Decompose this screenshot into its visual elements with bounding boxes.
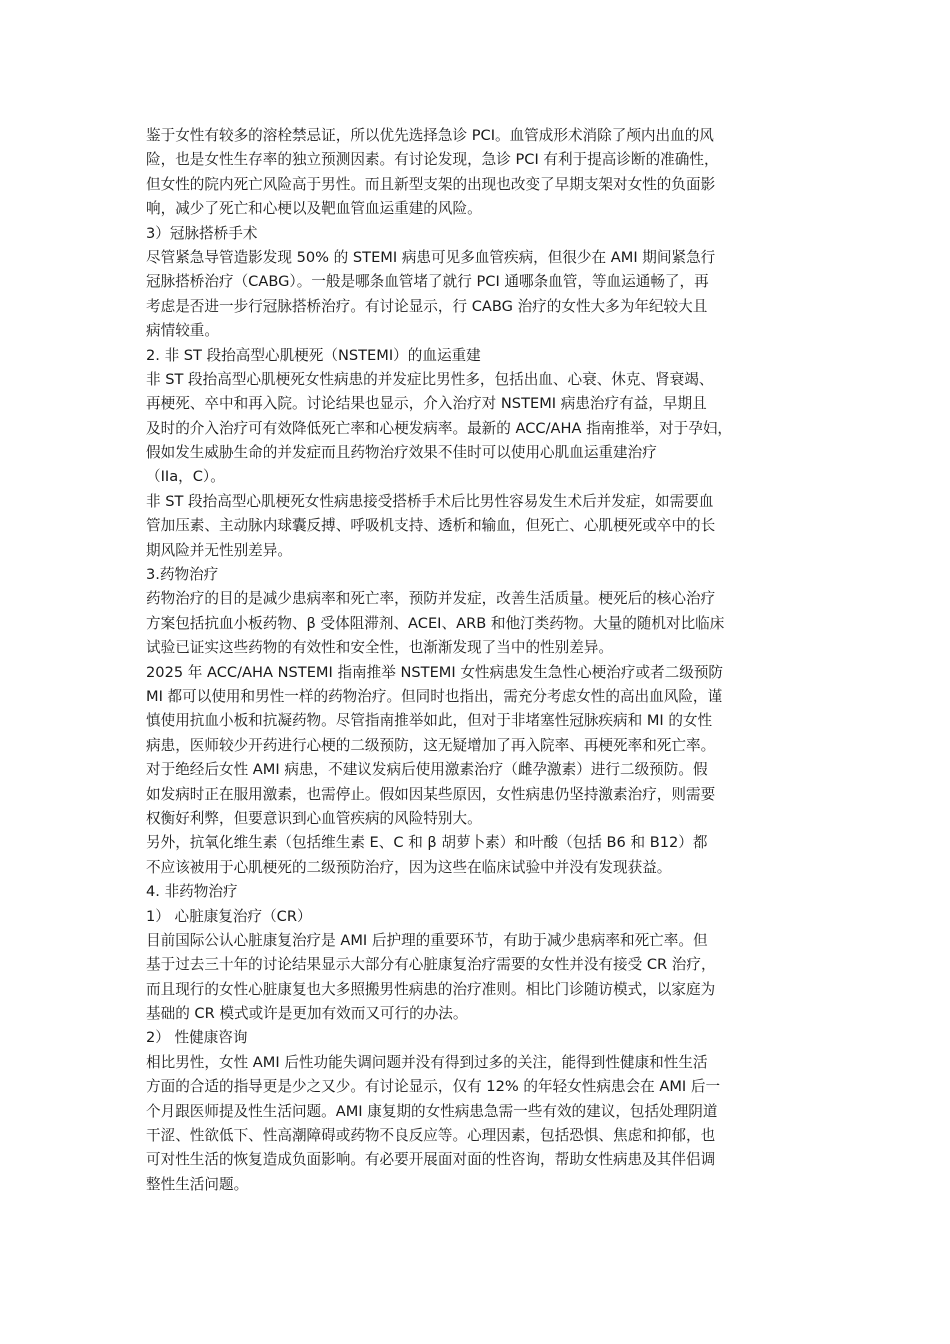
- text-line: 试验已证实这些药物的有效性和安全性，也渐渐发现了当中的性别差异。: [146, 639, 614, 657]
- text-line: 险，也是女性生存率的独立预测因素。有讨论发现，急诊 PCI 有利于提高诊断的准确性，: [146, 151, 719, 169]
- text-line: 但女性的院内死亡风险高于男性。而且新型支架的出现也改变了早期支架对女性的负面影: [146, 175, 716, 193]
- text-line: 权衡好利弊，但要意识到心血管疾病的风险特别大。: [146, 809, 482, 827]
- text-line: 病患，医师较少开药进行心梗的二级预防，这无疑增加了再入院率、再梗死率和死亡率。: [146, 736, 716, 754]
- text-line: 2025 年 ACC/AHA NSTEMI 指南推举 NSTEMI 女性病患发生急性心梗治疗或者二级预防: [146, 663, 724, 681]
- text-line: 响，减少了死亡和心梗以及靶血管血运重建的风险。: [146, 200, 482, 218]
- text-line: 整性生活问题。: [146, 1175, 249, 1193]
- text-line: 再梗死、卒中和再入院。讨论结果也显示，介入治疗对 NSTEMI 病患治疗有益，早期且: [146, 395, 707, 413]
- text-line: 考虑是否进一步行冠脉搭桥治疗。有讨论显示，行 CABG 治疗的女性大多为年纪较大且: [146, 297, 708, 315]
- text-line: 假如发生威胁生命的并发症而且药物治疗效果不佳时可以使用心肌血运重建治疗: [146, 444, 657, 462]
- section-heading: 3）冠脉搭桥手术: [146, 224, 258, 242]
- text-line: 不应该被用于心肌梗死的二级预防治疗，因为这些在临床试验中并没有发现获益。: [146, 858, 672, 876]
- text-line: 对于绝经后女性 AMI 病患，不建议发病后使用激素治疗（雌孕激素）进行二级预防。假: [146, 761, 708, 779]
- text-line: 非 ST 段抬高型心肌梗死女性病患接受搭桥手术后比男性容易发生术后并发症，如需要血: [146, 492, 714, 510]
- text-line: 可对性生活的恢复造成负面影响。有必要开展面对面的性咨询，帮助女性病患及其伴侣调: [146, 1151, 716, 1169]
- text-line: （IIa，C）。: [146, 468, 225, 486]
- text-line: 及时的介入治疗可有效降低死亡率和心梗发病率。最新的 ACC/AHA 指南推举，对于孕妇，: [146, 419, 733, 437]
- text-line: 鉴于女性有较多的溶栓禁忌证，所以优先选择急诊 PCI。血管成形术消除了颅内出血的风: [146, 127, 714, 144]
- text-line: 而且现行的女性心脏康复也大多照搬男性病患的治疗准则。相比门诊随访模式，以家庭为: [146, 980, 716, 998]
- text-line: 非 ST 段抬高型心肌梗死女性病患的并发症比男性多，包括出血、心衰、休克、肾衰竭、: [146, 370, 714, 388]
- section-heading: 4. 非药物治疗: [146, 883, 238, 901]
- text-line: 干涩、性欲低下、性高潮障碍或药物不良反应等。心理因素，包括恐惧、焦虑和抑郁，也: [146, 1127, 716, 1145]
- text-line: 如发病时正在服用激素，也需停止。假如因某些原因，女性病患仍坚持激素治疗，则需要: [146, 785, 716, 803]
- text-line: 基于过去三十年的讨论结果显示大部分有心脏康复治疗需要的女性并没有接受 CR 治疗，: [146, 956, 716, 974]
- text-line: 药物治疗的目的是减少患病率和死亡率，预防并发症，改善生活质量。梗死后的核心治疗: [146, 590, 716, 608]
- text-line: 管加压素、主动脉内球囊反搏、呼吸机支持、透析和输血，但死亡、心肌梗死或卒中的长: [146, 517, 716, 535]
- text-line: 病情较重。: [146, 322, 219, 340]
- text-line: 慎使用抗血小板和抗凝药物。尽管指南推举如此，但对于非堵塞性冠脉疾病和 MI 的女性: [146, 712, 713, 730]
- text-line: 期风险并无性别差异。: [146, 541, 292, 559]
- section-heading: 1） 心脏康复治疗（CR）: [146, 907, 312, 925]
- text-line: 相比男性，女性 AMI 后性功能失调问题并没有得到过多的关注，能得到性健康和性生活: [146, 1053, 708, 1071]
- section-heading: 3.药物治疗: [146, 566, 219, 584]
- text-line: 个月跟医师提及性生活问题。AMI 康复期的女性病患急需一些有效的建议，包括处理阴道: [146, 1102, 718, 1120]
- text-line: 尽管紧急导管造影发现 50% 的 STEMI 病患可见多血管疾病，但很少在 AMI 期间紧急行: [146, 248, 716, 266]
- text-line: 方案包括抗血小板药物、β 受体阻滞剂、ACEI、ARB 和他汀类药物。大量的随机对比临床: [146, 614, 725, 632]
- text-line: 方面的合适的指导更是少之又少。有讨论显示，仅有 12% 的年轻女性病患会在 AMI 后一: [146, 1078, 721, 1096]
- document-body: [146, 124, 812, 1197]
- text-line: MI 都可以使用和男性一样的药物治疗。但同时也指出，需充分考虑女性的高出血风险，谨: [146, 687, 723, 705]
- text-line: 目前国际公认心脏康复治疗是 AMI 后护理的重要环节，有助于减少患病率和死亡率。但: [146, 931, 708, 949]
- text-line: 另外，抗氧化维生素（包括维生素 E、C 和 β 胡萝卜素）和叶酸（包括 B6 和 B12）都: [146, 834, 708, 852]
- text-line: 冠脉搭桥治疗（CABG）。一般是哪条血管堵了就行 PCI 通哪条血管，等血运通畅了，再: [146, 273, 709, 291]
- text-line: 基础的 CR 模式或许是更加有效而又可行的办法。: [146, 1005, 468, 1023]
- section-heading: 2） 性健康咨询: [146, 1029, 248, 1047]
- section-heading: 2. 非 ST 段抬高型心肌梗死（NSTEMI）的血运重建: [146, 346, 481, 364]
